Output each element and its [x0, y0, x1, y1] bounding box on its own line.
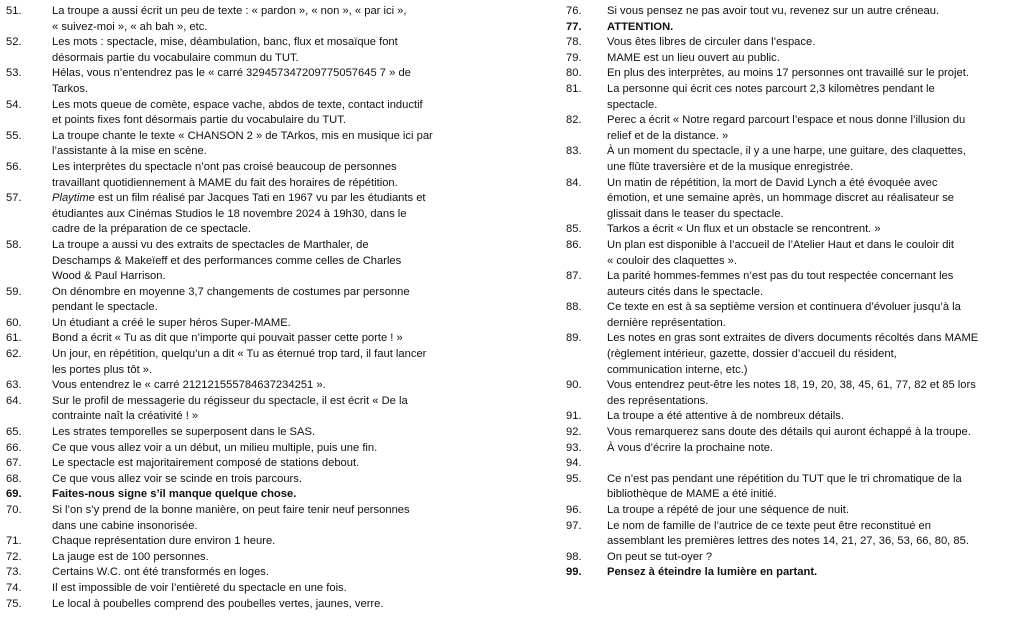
note-text: Les strates temporelles se superposent dans le SAS. — [52, 426, 316, 439]
note-text: La troupe a aussi vu des extraits de spectacles de Marthaler, de Deschamps & Makeïeff et des performances comme celles de Charles Wood & Paul Harrison. — [52, 238, 402, 283]
note-text: La troupe a répété de jour une séquence de nuit. — [607, 504, 849, 516]
note-number: 69. — [6, 488, 22, 501]
note-text: Pensez à éteindre la lumière en partant. — [607, 566, 818, 579]
note-text: Ce n’est pas pendant une répétition du TUT que le tri chromatique de la bibliothèque de MAME a été initié. — [607, 472, 962, 501]
note-text: Vous entendrez le « carré 212121555784637234251 ». — [52, 379, 326, 392]
note-number: 86. — [566, 238, 582, 251]
note-number: 98. — [566, 550, 582, 563]
note-item — [6, 472, 514, 488]
note-text: À un moment du spectacle, il y a une harpe, une guitare, des claquettes, une flûte traversière et de la musique enregistrée. — [607, 145, 966, 173]
note-item — [6, 565, 514, 581]
note-text — [52, 191, 514, 238]
note-item — [6, 35, 514, 66]
note-number: 82. — [566, 114, 582, 127]
note-number: 70. — [6, 504, 22, 516]
note-item — [6, 456, 514, 472]
note-number: 53. — [6, 67, 22, 80]
note-item — [6, 238, 514, 285]
note-text: Faites-nous signe s’il manque quelque chose. — [52, 488, 297, 501]
note-number: 55. — [6, 129, 22, 142]
note-item — [566, 565, 1018, 581]
note-number: 58. — [6, 238, 22, 251]
note-text: MAME est un lieu ouvert au public. — [607, 51, 780, 64]
note-number: 81. — [566, 82, 582, 95]
note-item — [6, 191, 514, 238]
note-item — [566, 238, 1018, 269]
note-item — [6, 331, 514, 347]
note-number: 88. — [566, 301, 582, 314]
note-number: 97. — [566, 519, 582, 532]
note-number: 90. — [566, 379, 582, 392]
note-item — [566, 378, 1018, 409]
note-text: Ce que vous allez voir a un début, un milieu multiple, puis une fin. — [52, 441, 378, 454]
note-text: En plus des interprètes, au moins 17 personnes ont travaillé sur le projet. — [607, 67, 969, 80]
note-item — [566, 331, 1018, 378]
note-number: 95. — [566, 472, 582, 485]
note-item — [6, 316, 514, 332]
note-item — [6, 581, 514, 597]
note-number: 78. — [566, 36, 582, 49]
note-item — [566, 441, 1018, 457]
note-number: 61. — [6, 332, 22, 345]
note-item — [566, 472, 1018, 503]
note-number: 73. — [6, 566, 22, 579]
note-text: Bond a écrit « Tu as dit que n’importe qui pouvait passer cette porte ! » — [52, 332, 403, 345]
note-item — [6, 160, 514, 191]
note-number: 74. — [6, 581, 22, 594]
note-number: 71. — [6, 535, 22, 548]
note-text: Le spectacle est majoritairement composé de stations debout. — [52, 457, 360, 470]
note-text: Vous remarquerez sans doute des détails qui auront échappé à la troupe. — [607, 426, 971, 439]
note-item — [6, 394, 514, 425]
note-number: 59. — [6, 285, 22, 298]
note-text: La troupe a été attentive à de nombreux détails. — [607, 410, 844, 423]
note-item — [566, 82, 1018, 113]
note-item — [566, 300, 1018, 331]
note-item — [566, 425, 1018, 441]
note-text — [607, 456, 1018, 472]
note-item — [6, 66, 514, 97]
note-number: 67. — [6, 457, 22, 470]
note-text: ATTENTION. — [607, 20, 674, 33]
note-number: 51. — [6, 5, 22, 17]
note-number: 60. — [6, 316, 22, 329]
note-text-rest: est un film réalisé par Jacques Tati en 1967 vu par les étudiants et étudiantes aux Cinémas Studios le 18 novembre 2024 à 19h30, dans le cadre de la préparation de ce spectacle. — [52, 192, 426, 236]
note-item — [566, 51, 1018, 67]
note-number: 62. — [6, 348, 22, 361]
note-item — [6, 534, 514, 550]
note-item — [6, 503, 514, 534]
note-item — [566, 144, 1018, 175]
note-item — [566, 550, 1018, 566]
note-text: Si vous pensez ne pas avoir tout vu, revenez sur un autre créneau. — [607, 5, 940, 17]
note-number: 63. — [6, 379, 22, 392]
note-text: Tarkos a écrit « Un flux et un obstacle se rencontrent. » — [607, 223, 881, 236]
note-number: 66. — [6, 441, 22, 454]
note-number: 94. — [566, 457, 582, 470]
note-number: 65. — [6, 426, 22, 439]
note-text: Vous êtes libres de circuler dans l’espace. — [607, 36, 816, 49]
note-number: 93. — [566, 441, 582, 454]
note-number: 85. — [566, 223, 582, 236]
note-text: Les notes en gras sont extraites de divers documents récoltés dans MAME (règlement intérieur, gazette, dossier d’accueil du résident, communication interne, etc.) — [607, 332, 979, 376]
note-text: Les mots queue de comète, espace vache, abdos de texte, contact inductif et points fixes font désormais partie du vocabulaire du TUT. — [52, 98, 423, 127]
note-number: 87. — [566, 270, 582, 283]
note-item — [6, 4, 514, 35]
note-number: 77. — [566, 20, 582, 33]
note-text: Un jour, en répétition, quelqu’un a dit « Tu as éternué trop tard, il faut lancer les portes plus tôt ». — [52, 348, 427, 376]
note-text: Vous entendrez peut-être les notes 18, 19, 20, 38, 45, 61, 77, 82 et 85 lors des représentations. — [607, 379, 976, 407]
note-number: 76. — [566, 5, 582, 17]
note-item — [6, 487, 514, 503]
note-text: Les interprètes du spectacle n’ont pas croisé beaucoup de personnes travaillant quotidiennement à MAME du fait des horaires de répétition. — [52, 160, 398, 189]
note-title-italic: Playtime — [52, 192, 95, 205]
note-number: 83. — [566, 145, 582, 158]
notes-column-right — [566, 4, 1018, 581]
note-text: La jauge est de 100 personnes. — [52, 550, 209, 563]
note-item — [566, 20, 1018, 36]
note-text: Ce que vous allez voir se scinde en trois parcours. — [52, 472, 302, 485]
note-item — [6, 378, 514, 394]
note-number: 68. — [6, 472, 22, 485]
note-text: La parité hommes-femmes n’est pas du tout respectée concernant les auteurs cités dans le spectacle. — [607, 270, 954, 298]
note-number: 52. — [6, 36, 22, 49]
note-text: Ce texte en est à sa septième version et continuera d’évoluer jusqu’à la dernière représentation. — [607, 301, 961, 329]
note-number: 84. — [566, 176, 582, 189]
note-text: Un étudiant a créé le super héros Super-MAME. — [52, 316, 291, 329]
note-item — [566, 35, 1018, 51]
note-item — [566, 113, 1018, 144]
note-item — [6, 347, 514, 378]
note-number: 91. — [566, 410, 582, 423]
note-number: 99. — [566, 566, 582, 579]
note-text: On peut se tut-oyer ? — [607, 550, 713, 563]
note-text: On dénombre en moyenne 3,7 changements de costumes par personne pendant le spectacle. — [52, 285, 410, 314]
note-item — [566, 409, 1018, 425]
note-number: 75. — [6, 597, 22, 610]
note-text: La personne qui écrit ces notes parcourt 2,3 kilomètres pendant le spectacle. — [607, 82, 935, 111]
note-item — [6, 425, 514, 441]
note-item — [6, 98, 514, 129]
note-number: 92. — [566, 426, 582, 439]
note-number: 79. — [566, 51, 582, 64]
note-text: Un matin de répétition, la mort de David Lynch a été évoquée avec émotion, et une semaine après, un hommage discret au réalisateur se glissait dans le teaser du spectacle. — [607, 176, 955, 220]
note-number: 89. — [566, 332, 582, 345]
note-text: Sur le profil de messagerie du régisseur du spectacle, il est écrit « De la contrainte naît la créativité ! » — [52, 394, 408, 423]
note-item — [566, 519, 1018, 550]
note-item — [6, 129, 514, 160]
note-item — [6, 550, 514, 566]
note-text: À vous d’écrire la prochaine note. — [607, 441, 774, 454]
note-number: 96. — [566, 504, 582, 516]
note-item — [6, 441, 514, 457]
note-item — [566, 66, 1018, 82]
note-text: Perec a écrit « Notre regard parcourt l’espace et nous donne l’illusion du relief et de la distance. » — [607, 114, 966, 142]
note-number: 56. — [6, 160, 22, 173]
note-item — [566, 456, 1018, 472]
note-item — [566, 269, 1018, 300]
note-number: 54. — [6, 98, 22, 111]
note-text: Un plan est disponible à l’accueil de l’Atelier Haut et dans le couloir dit « couloir des claquettes ». — [607, 238, 955, 267]
note-text: La troupe chante le texte « CHANSON 2 » de TArkos, mis en musique ici par l’assistante à la mise en scène. — [52, 129, 433, 158]
note-item — [6, 285, 514, 316]
note-text: La troupe a aussi écrit un peu de texte : « pardon », « non », « par ici », « suivez-moi », « ah bah », etc. — [52, 5, 407, 33]
note-item — [566, 4, 1018, 20]
note-item — [6, 597, 514, 613]
note-text: Si l’on s’y prend de la bonne manière, on peut faire tenir neuf personnes dans une cabine insonorisée. — [52, 504, 410, 532]
note-text: Le nom de famille de l’autrice de ce texte peut être reconstitué en assemblant les premières lettres des notes 14, 21, 27, 36, 53, 66, 80, 85. — [607, 519, 969, 548]
note-item — [566, 176, 1018, 223]
note-text: Les mots : spectacle, mise, déambulation, banc, flux et mosaïque font désormais partie du vocabulaire commun du TUT. — [52, 36, 398, 64]
note-text: Le local à poubelles comprend des poubelles vertes, jaunes, verre. — [52, 597, 384, 610]
note-number: 72. — [6, 550, 22, 563]
note-number: 57. — [6, 192, 22, 205]
note-text: Il est impossible de voir l’entièreté du spectacle en une fois. — [52, 581, 347, 594]
note-number: 64. — [6, 394, 22, 407]
note-item — [566, 503, 1018, 519]
note-item — [566, 222, 1018, 238]
note-text: Certains W.C. ont été transformés en loges. — [52, 566, 270, 579]
note-text: Chaque représentation dure environ 1 heure. — [52, 535, 276, 548]
notes-column-left — [6, 4, 514, 612]
note-text: Hélas, vous n’entendrez pas le « carré 329457347209775057645 7 » de Tarkos. — [52, 67, 411, 95]
note-number: 80. — [566, 67, 582, 80]
